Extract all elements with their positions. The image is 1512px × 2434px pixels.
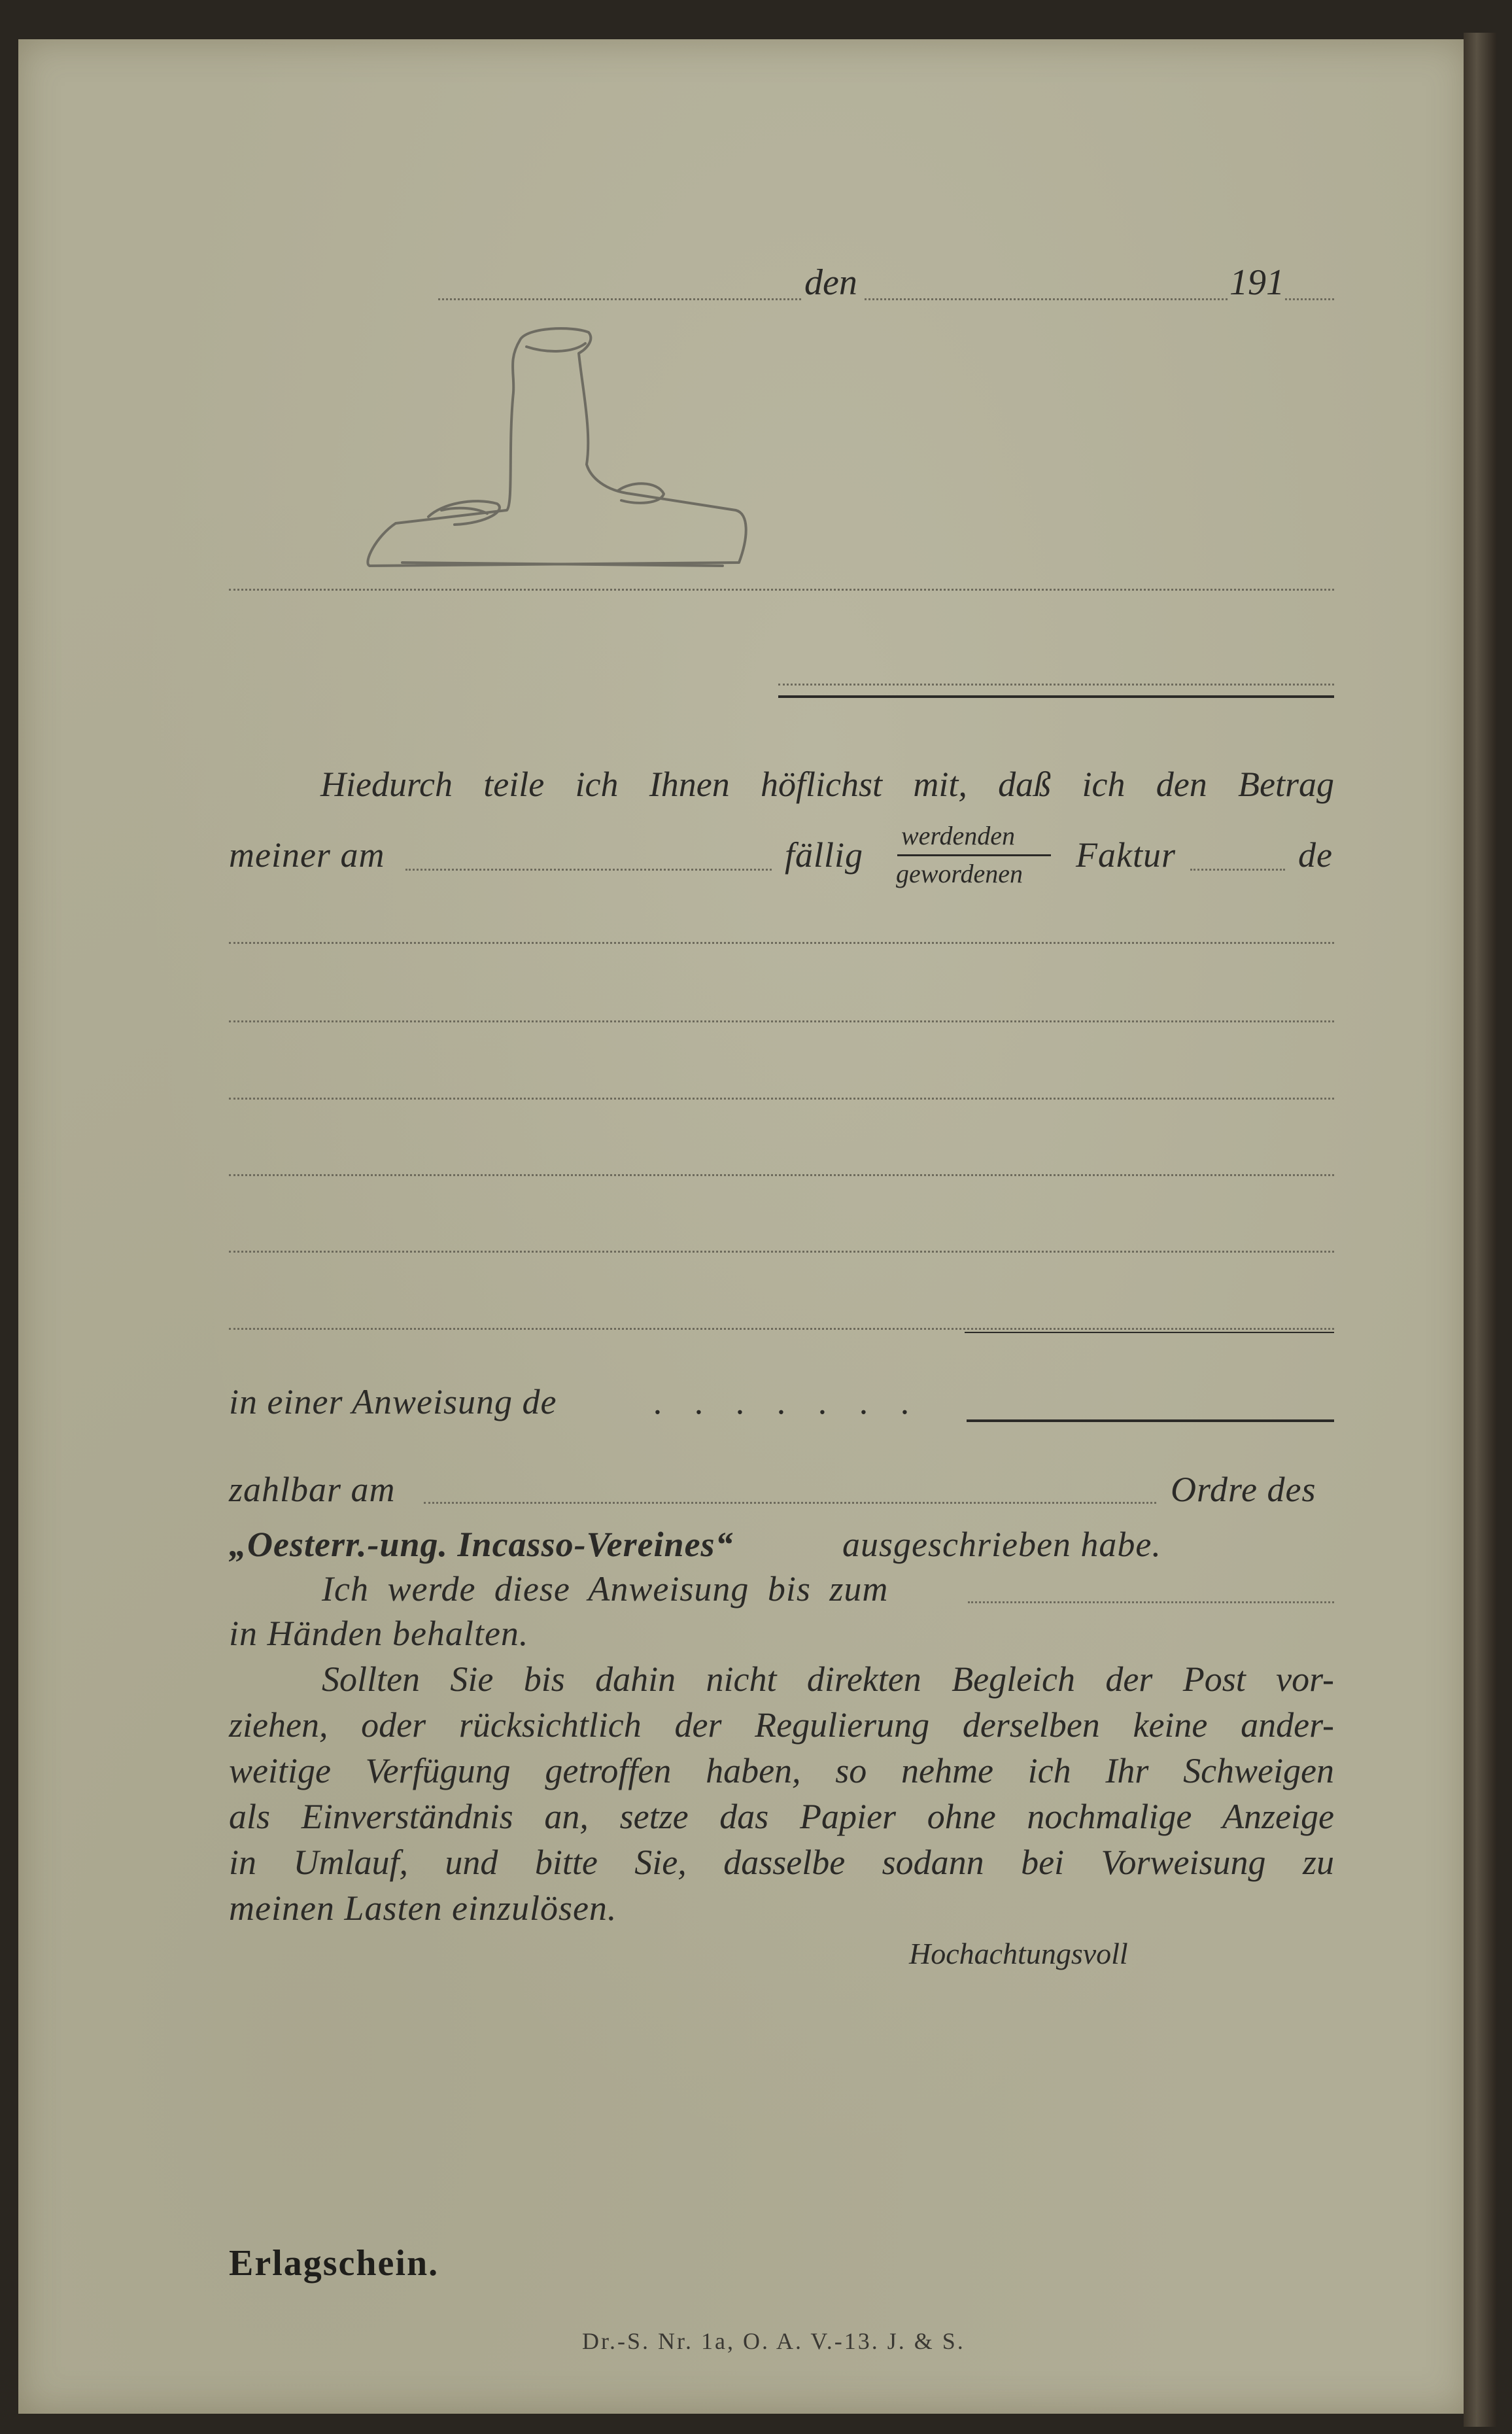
werdenden-label: werdenden <box>901 821 1016 850</box>
pencil-sketch <box>356 314 762 576</box>
faellig-label: fällig <box>785 835 864 875</box>
amount-line-5[interactable] <box>229 1251 1334 1253</box>
den-label: den <box>804 262 857 303</box>
meiner-am-label: meiner am <box>229 835 385 875</box>
behalten-line: Ich werde diese Anweisung bis zum <box>322 1569 889 1608</box>
printer-imprint: Dr.-S. Nr. 1a, O. A. V.-13. J. & S. <box>582 2328 965 2354</box>
amount-line-3[interactable] <box>229 1098 1334 1100</box>
amount-line-1[interactable] <box>229 942 1334 944</box>
verein-name: „Oesterr.-ung. Incasso-Vereines“ <box>229 1525 734 1564</box>
anweisung-label: in einer Anweisung de <box>229 1382 557 1421</box>
amount-line-6[interactable] <box>229 1328 1334 1330</box>
binding-edge <box>1464 33 1496 2427</box>
gewordenen-label: gewordenen <box>896 859 1023 888</box>
para-line-6: meinen Lasten einzulösen. <box>229 1888 617 1928</box>
para-line-2: ziehen, oder rücksichtlich der Regulierung derselben keine ander- <box>229 1705 1334 1745</box>
zahlbar-am-label: zahlbar am <box>229 1470 396 1509</box>
para-line-3: weitige Verfügung getroffen haben, so nehme ich Ihr Schweigen <box>229 1751 1334 1790</box>
letter-line-1: Hiedurch teile ich Ihnen höflichst mit, daß ich den Betrag <box>320 765 1334 804</box>
para-line-4: als Einverständnis an, setze das Papier ohne nochmalige Anzeige <box>229 1797 1334 1836</box>
date-field[interactable] <box>865 298 1228 300</box>
address-rule <box>778 695 1334 698</box>
para-line-5: in Umlauf, und bitte Sie, dasselbe sodann bei Vorweisung zu <box>229 1843 1334 1882</box>
deadline-field[interactable] <box>968 1601 1334 1603</box>
ordre-des-label: Ordre des <box>1171 1470 1316 1509</box>
invoice-date-field[interactable] <box>405 869 772 871</box>
faktur-label: Faktur <box>1076 835 1176 875</box>
anweisung-dots: . . . . . . . <box>654 1382 922 1421</box>
para-line-1: Sollten Sie bis dahin nicht direkten Begleich der Post vor- <box>322 1660 1334 1699</box>
fraction-bar <box>897 854 1051 856</box>
amount-rule <box>965 1332 1334 1333</box>
address-line-1[interactable] <box>229 589 1334 591</box>
closing: Hochachtungsvoll <box>909 1937 1128 1970</box>
form-title: Erlagschein. <box>229 2243 439 2284</box>
place-field[interactable] <box>438 298 801 300</box>
anweisung-amount-field[interactable] <box>967 1419 1334 1422</box>
ausgeschrieben-text: ausgeschrieben habe. <box>842 1525 1161 1564</box>
year-prefix: 191 <box>1229 262 1284 303</box>
de-label: de <box>1298 835 1333 875</box>
haenden-line: in Händen behalten. <box>229 1614 529 1653</box>
zahlbar-field[interactable] <box>424 1502 1156 1504</box>
address-line-2[interactable] <box>778 684 1334 686</box>
faktur-field[interactable] <box>1190 869 1285 871</box>
year-field[interactable] <box>1285 298 1334 300</box>
amount-line-2[interactable] <box>229 1020 1334 1022</box>
amount-line-4[interactable] <box>229 1174 1334 1176</box>
